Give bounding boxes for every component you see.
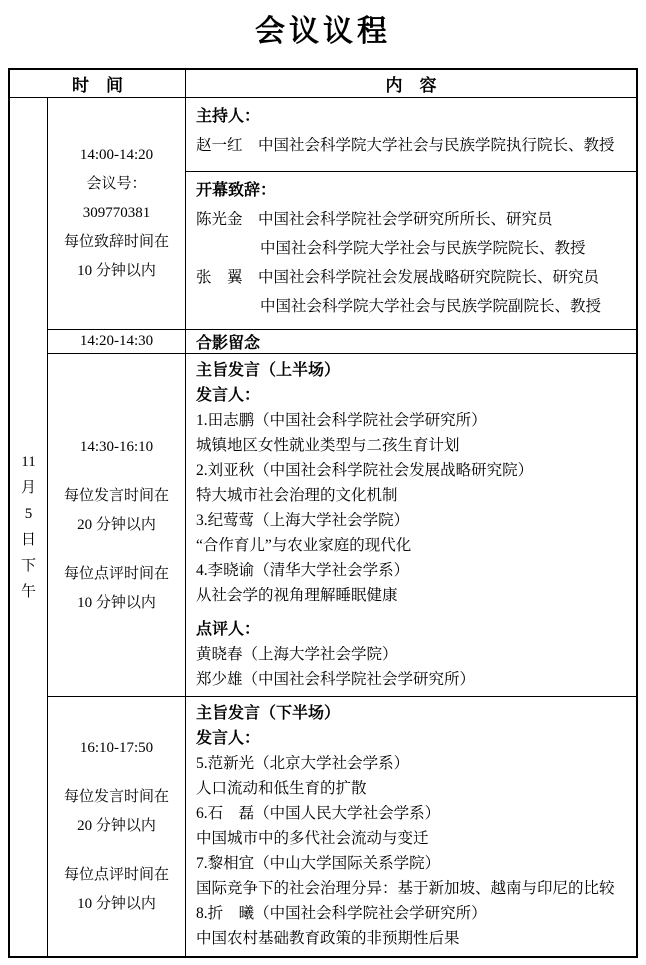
time-cell — [48, 697, 186, 956]
date-char: 午 — [20, 584, 36, 600]
date-char: 日 — [20, 532, 36, 548]
content-block — [186, 354, 636, 692]
agenda-text-line: 从社会学的视角理解睡眠健康 — [196, 587, 398, 604]
date-column — [10, 98, 48, 956]
agenda-row — [48, 697, 636, 956]
agenda-text-line: 8.折 曦（中国社会科学院社会学研究所） — [196, 905, 487, 922]
section-heading: 点评人： — [196, 621, 261, 638]
time-cell — [48, 354, 186, 696]
agenda-text-line: 3.纪莺莺（上海大学社会学院） — [196, 512, 410, 529]
content-block — [186, 172, 636, 329]
agenda-text-line: 人口流动和低生育的扩散 — [196, 780, 367, 797]
agenda-text-line: 郑少雄（中国社会科学院社会学研究所） — [196, 671, 476, 688]
time-line: 14:00-14:20 — [79, 147, 154, 163]
content-cell — [186, 98, 636, 329]
time-line: 每位发言时间在 — [63, 789, 169, 805]
time-line: 会议号： — [86, 176, 147, 192]
table-header-time: 时 间 — [10, 70, 186, 97]
agenda-text-line: 中国社会科学院大学社会与民族学院院长、教授 — [260, 240, 586, 257]
time-line: 每位致辞时间在 — [63, 234, 169, 250]
time-line: 309770381 — [82, 205, 151, 221]
agenda-table — [8, 68, 638, 958]
agenda-text-line: 国际竞争下的社会治理分异：基于新加坡、越南与印尼的比较 — [196, 880, 615, 897]
time-line: 14:30-16:10 — [79, 438, 154, 455]
agenda-text-line: 5.范新光（北京大学社会学系） — [196, 755, 410, 772]
time-line: 10 分钟以内 — [77, 594, 156, 611]
section-heading: 主旨发言（下半场） — [196, 705, 341, 722]
table-header-row — [10, 70, 636, 98]
section-heading: 发言人： — [196, 387, 261, 404]
agenda-rows — [48, 98, 636, 956]
agenda-text-line: 中国社会科学院大学社会与民族学院副院长、教授 — [260, 298, 602, 315]
agenda-text-line: 张 翼 中国社会科学院社会发展战略研究院院长、研究员 — [196, 269, 600, 286]
table-header-content: 内 容 — [385, 76, 437, 95]
time-line: 10 分钟以内 — [77, 896, 156, 912]
time-line: 10 分钟以内 — [77, 263, 156, 279]
time-line: 每位点评时间在 — [63, 867, 169, 883]
time-line: 20 分钟以内 — [77, 516, 156, 533]
time-line: 16:10-17:50 — [79, 740, 154, 756]
table-body — [10, 98, 636, 956]
date-char: 下 — [20, 558, 36, 574]
content-cell — [186, 697, 636, 956]
time-line: 20 分钟以内 — [77, 818, 156, 834]
agenda-text-line: 6.石 磊（中国人民大学社会学系） — [196, 805, 441, 822]
agenda-text-line: 7.黎相宜（中山大学国际关系学院） — [196, 855, 441, 872]
page-title: 会议议程 — [255, 15, 391, 48]
time-cell — [48, 330, 186, 353]
date-char: 月 — [20, 480, 36, 496]
content-cell — [186, 330, 636, 353]
time-cell — [48, 98, 186, 329]
agenda-text-line: 特大城市社会治理的文化机制 — [196, 487, 398, 504]
agenda-row — [48, 98, 636, 330]
time-line: 14:20-14:30 — [79, 333, 154, 349]
time-line: 每位点评时间在 — [63, 565, 169, 582]
agenda-text-line: 赵一红 中国社会科学院大学社会与民族学院执行院长、教授 — [196, 137, 615, 154]
agenda-text-line: 中国农村基础教育政策的非预期性后果 — [196, 930, 460, 947]
date-char: 5 — [24, 506, 33, 522]
agenda-text-line: 4.李晓谕（清华大学社会学系） — [196, 562, 410, 579]
agenda-row — [48, 330, 636, 354]
section-heading: 主持人： — [196, 108, 261, 125]
agenda-text-line: “合作育儿”与农业家庭的现代化 — [196, 537, 412, 554]
content-block — [186, 98, 636, 172]
section-heading: 主旨发言（上半场） — [196, 362, 341, 379]
section-heading: 开幕致辞： — [196, 182, 277, 199]
agenda-row — [48, 354, 636, 697]
time-line: 每位发言时间在 — [63, 487, 169, 504]
content-block — [186, 330, 636, 353]
section-heading: 合影留念 — [196, 335, 261, 352]
agenda-text-line: 黄晓春（上海大学社会学院） — [196, 646, 398, 663]
date-char: 11 — [21, 454, 36, 470]
agenda-text-line: 陈光金 中国社会科学院社会学研究所所长、研究员 — [196, 211, 553, 228]
agenda-text-line: 中国城市中的多代社会流动与变迁 — [196, 830, 429, 847]
content-block — [186, 697, 636, 951]
section-heading: 发言人： — [196, 730, 261, 747]
content-cell — [186, 354, 636, 696]
agenda-text-line: 1.田志鹏（中国社会科学院社会学研究所） — [196, 412, 487, 429]
agenda-text-line: 2.刘亚秋（中国社会科学院社会发展战略研究院） — [196, 462, 534, 479]
agenda-text-line: 城镇地区女性就业类型与二孩生育计划 — [196, 437, 460, 454]
